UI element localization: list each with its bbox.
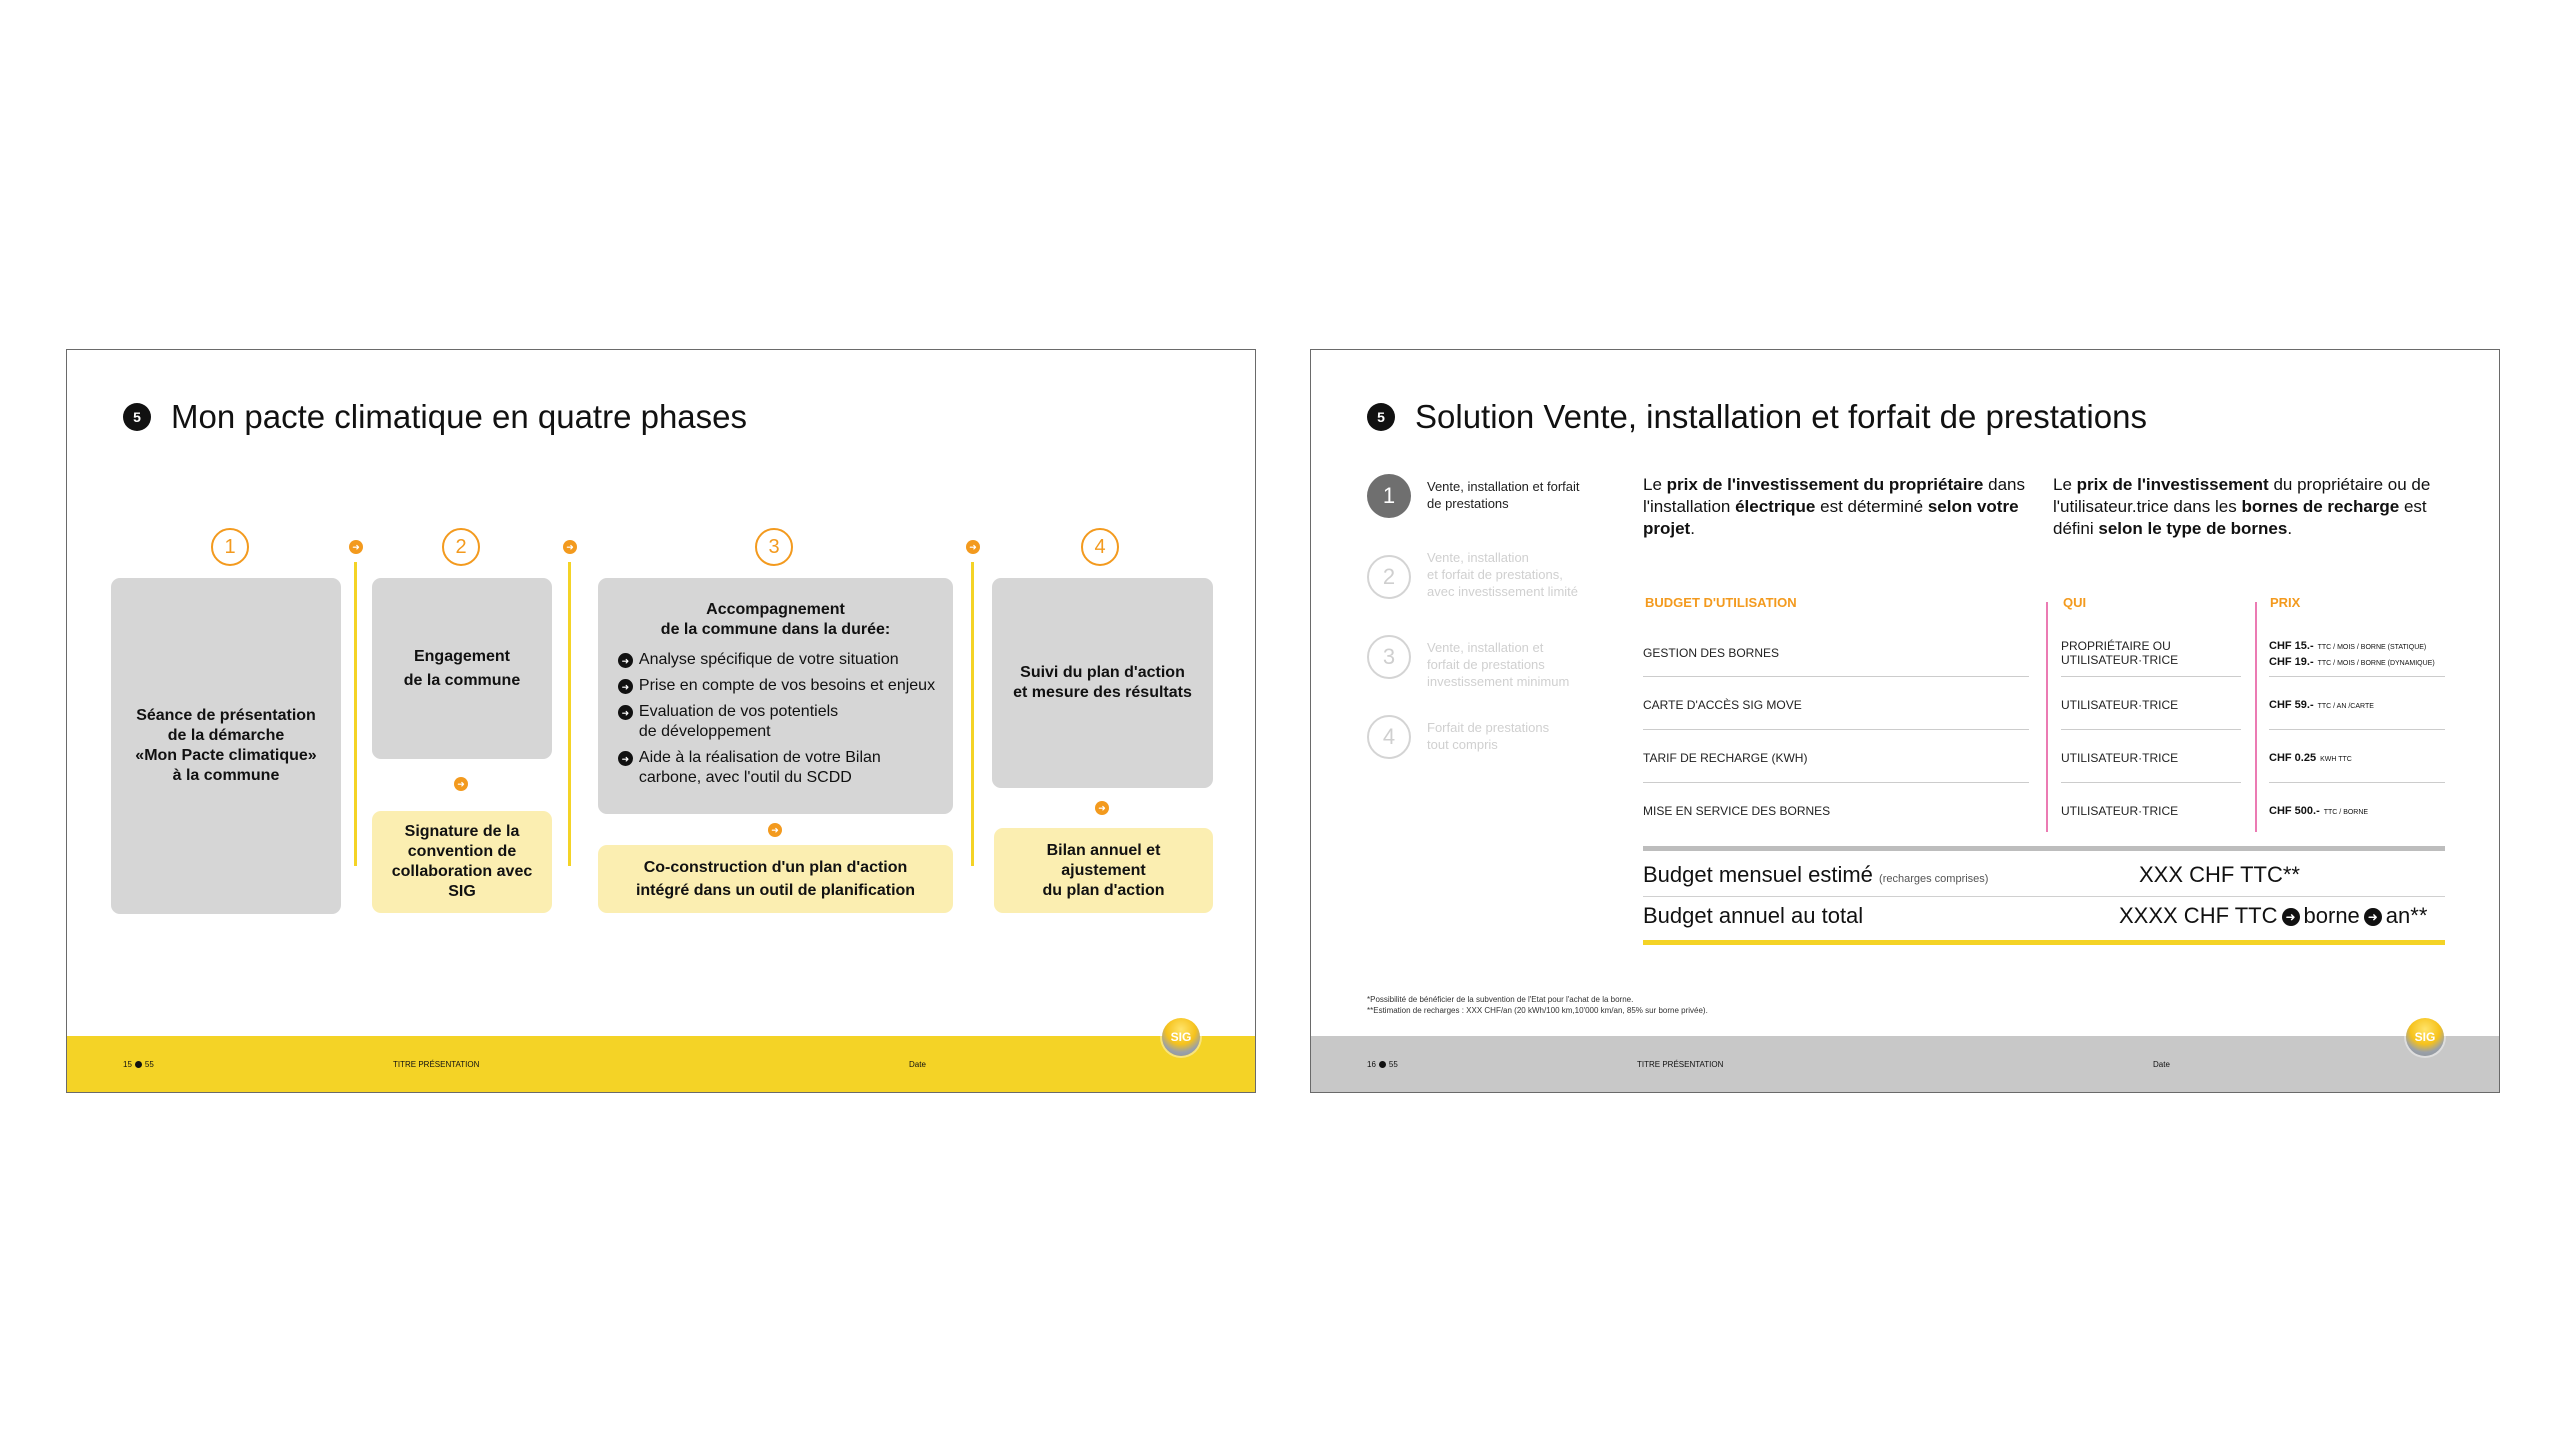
bullet-text: carbone, avec l'outil du SCDD [638,769,852,786]
step-label-line: et forfait de prestations, [1427,567,1563,582]
arrow-bullet-icon: ➜ [618,751,633,766]
phase-separator [971,562,974,866]
slide-climate-pact [66,349,1256,1093]
bullet-item [618,702,935,742]
section-number-badge: 5 [1367,403,1395,431]
phase3-support-box [598,578,953,814]
phase2-text-line: Engagement [413,647,510,665]
phase2-bottom-line: SIG [448,883,476,900]
header-budget: BUDGET D'UTILISATION [1645,595,1797,610]
budget-item: GESTION DES BORNES [1643,646,1780,660]
row-divider [1643,782,2029,783]
phase2-bottom-line: convention de [407,843,517,860]
step-number: 1 [1367,474,1411,518]
slide-sale-installation [1310,349,2500,1093]
phase1-text-line: «Mon Pacte climatique» [135,747,317,764]
price-cell: CHF 500.- TTC / BORNE [2269,805,2369,817]
sig-logo: SIG [1162,1018,1200,1056]
arrow-bullet-icon: ➜ [618,679,633,694]
header-price: PRIX [2270,595,2301,610]
row-divider [2269,676,2445,677]
step-item-3[interactable] [1367,635,1607,690]
phase4-annual-review-box [994,828,1213,913]
phase4-bottom-line: ajustement [1061,861,1146,879]
phase2-bottom-line: Signature de la [404,823,520,840]
footer-date: Date [909,1060,926,1069]
footer-title: TITRE PRÉSENTATION [1637,1060,1724,1069]
step-label [1427,549,1607,600]
step-label-line: de prestations [1427,496,1509,511]
bullet-text: de développement [638,723,771,740]
step-label [1427,478,1607,512]
phase-number-3: 3 [755,528,793,566]
arrow-right-icon: ➜ [966,540,980,554]
slide-title: Mon pacte climatique en quatre phases [171,398,748,435]
slide-footer [67,1030,1255,1092]
step-label-line: Vente, installation [1427,550,1529,565]
bullet-text: Analyse spécifique de votre situation [638,651,899,668]
slide-title-row [1367,398,2147,436]
arrow-down-icon: ➜ [454,777,468,791]
summary-top-rule [1643,846,2445,851]
bullet-item [618,650,935,670]
bullet-text: Prise en compte de vos besoins et enjeux [638,677,936,694]
step-label-line: avec investissement limité [1427,584,1578,599]
price-cell: CHF 0.25 KWH TTC [2269,752,2352,764]
phase3-heading-line: de la commune dans la durée: [660,621,891,638]
arrow-down-icon: ➜ [768,823,782,837]
phase3-bullet-list [606,650,945,794]
step-label [1427,639,1607,690]
page-separator-dot [1379,1061,1386,1068]
intro-electrical-investment: Le prix de l'investissement du propriétaire dans l'installation électrique est déterminé selon votre projet. [1643,475,2025,538]
column-divider [2255,602,2257,832]
page-number [123,1060,154,1069]
who-cell: UTILISATEUR·TRICE [2061,804,2179,818]
summary-bottom-rule [1643,940,2445,945]
annual-budget-label: Budget annuel au total [1643,903,1864,928]
phase-separator [568,562,571,866]
monthly-budget-value: XXX CHF TTC** [2139,862,2300,887]
phase3-bottom-line: intégré dans un outil de planification [635,881,916,899]
phase-number-4: 4 [1081,528,1119,566]
row-divider [2061,676,2241,677]
arrow-right-icon: ➜ [349,540,363,554]
footer-title: TITRE PRÉSENTATION [393,1060,480,1069]
phase-separator [354,562,357,866]
phase2-bottom-line: collaboration avec [391,863,533,880]
column-divider [2046,602,2048,832]
step-item-4[interactable] [1367,715,1607,759]
phase2-engagement-box [372,578,552,759]
footnote: **Estimation de recharges : XXX CHF/an (20 kWh/100 km,10'000 km/an, 85% sur borne privée). [1367,1006,1708,1015]
budget-item: CARTE D'ACCÈS SIG MOVE [1643,698,1802,712]
arrow-bullet-icon: ➜ [618,705,633,720]
step-label-line: Vente, installation et [1427,640,1544,655]
page-total: 55 [1388,1060,1398,1069]
phase4-text-line: et mesure des résultats [1013,684,1192,701]
page-separator-dot [135,1061,142,1068]
header-who: QUI [2063,595,2087,610]
phase3-bottom-line: Co-construction d'un plan d'action [643,858,908,876]
row-divider [2269,782,2445,783]
price-cell: CHF 59.- TTC / AN /CARTE [2269,699,2374,711]
step-label-line: tout compris [1427,737,1498,752]
step-number: 4 [1367,715,1411,759]
arrow-right-icon: ➜ [2364,908,2382,926]
page-current: 16 [1367,1060,1376,1069]
who-cell: UTILISATEUR·TRICE [2061,751,2179,765]
step-label-line: Forfait de prestations [1427,720,1550,735]
phase-number-2: 2 [442,528,480,566]
annual-budget-value: XXXX CHF TTC ➜ borne ➜ an** [2119,903,2428,928]
phase4-followup-box [992,578,1213,788]
step-label [1427,719,1607,753]
step-label-line: investissement minimum [1427,674,1570,689]
arrow-bullet-icon: ➜ [618,653,633,668]
phase1-presentation-box [111,578,341,914]
phase3-coconstruction-box [598,845,953,913]
budget-item: MISE EN SERVICE DES BORNES [1643,804,1831,818]
footer-date: Date [2153,1060,2170,1069]
step-item-1[interactable] [1367,474,1607,518]
phase2-signature-box [372,811,552,913]
who-cell: PROPRIÉTAIRE OU UTILISATEUR·TRICE [2061,639,2179,667]
arrow-down-icon: ➜ [1095,801,1109,815]
row-divider [2269,729,2445,730]
page-current: 15 [123,1060,132,1069]
bullet-item [618,676,935,696]
page-number [1367,1060,1398,1069]
phase3-heading-line: Accompagnement [706,601,845,618]
step-number: 3 [1367,635,1411,679]
budget-item: TARIF DE RECHARGE (KWH) [1643,751,1808,765]
phase2-text-line: de la commune [403,671,521,689]
slide-title: Solution Vente, installation et forfait de prestations [1415,398,2147,435]
step-label-line: Vente, installation et forfait [1427,479,1580,494]
slide-footer [1311,1030,2499,1092]
row-divider [2061,729,2241,730]
arrow-right-icon: ➜ [2282,908,2300,926]
phase1-text-line: à la commune [172,767,280,784]
summary-divider [1643,896,2445,897]
who-cell: UTILISATEUR·TRICE [2061,698,2179,712]
step-number: 2 [1367,555,1411,599]
phase1-text-line: Séance de présentation [136,707,316,724]
bullet-item [618,748,935,788]
footnote: *Possibilité de bénéficier de la subvention de l'Etat pour l'achat de la borne. [1367,995,1634,1004]
phase1-text-line: de la démarche [167,727,285,744]
phase4-bottom-line: du plan d'action [1042,881,1165,899]
step-label-line: forfait de prestations [1427,657,1545,672]
row-divider [1643,676,2029,677]
step-item-2[interactable] [1367,550,1607,600]
bullet-text: Aide à la réalisation de votre Bilan [638,749,881,766]
price-cell: CHF 15.- TTC / MOIS / BORNE (STATIQUE) CHF 19.- TTC / MOIS / BORNE (DYNAMIQUE) [2269,640,2435,668]
phase4-bottom-line: Bilan annuel et [1046,841,1161,859]
page-total: 55 [144,1060,154,1069]
monthly-budget-label: Budget mensuel estimé (recharges comprises) [1643,862,1989,887]
row-divider [1643,729,2029,730]
sig-logo: SIG [2406,1018,2444,1056]
intro-charging-investment: Le prix de l'investissement du propriétaire ou de l'utilisateur.trice dans les bornes de recharge est défini selon le type de bornes. [2053,475,2431,538]
phase4-text-line: Suivi du plan d'action [1020,664,1185,681]
phase-number-1: 1 [211,528,249,566]
slide-title-row [123,398,747,436]
row-divider [2061,782,2241,783]
arrow-right-icon: ➜ [563,540,577,554]
bullet-text: Evaluation de vos potentiels [638,703,839,720]
section-number-badge: 5 [123,403,151,431]
